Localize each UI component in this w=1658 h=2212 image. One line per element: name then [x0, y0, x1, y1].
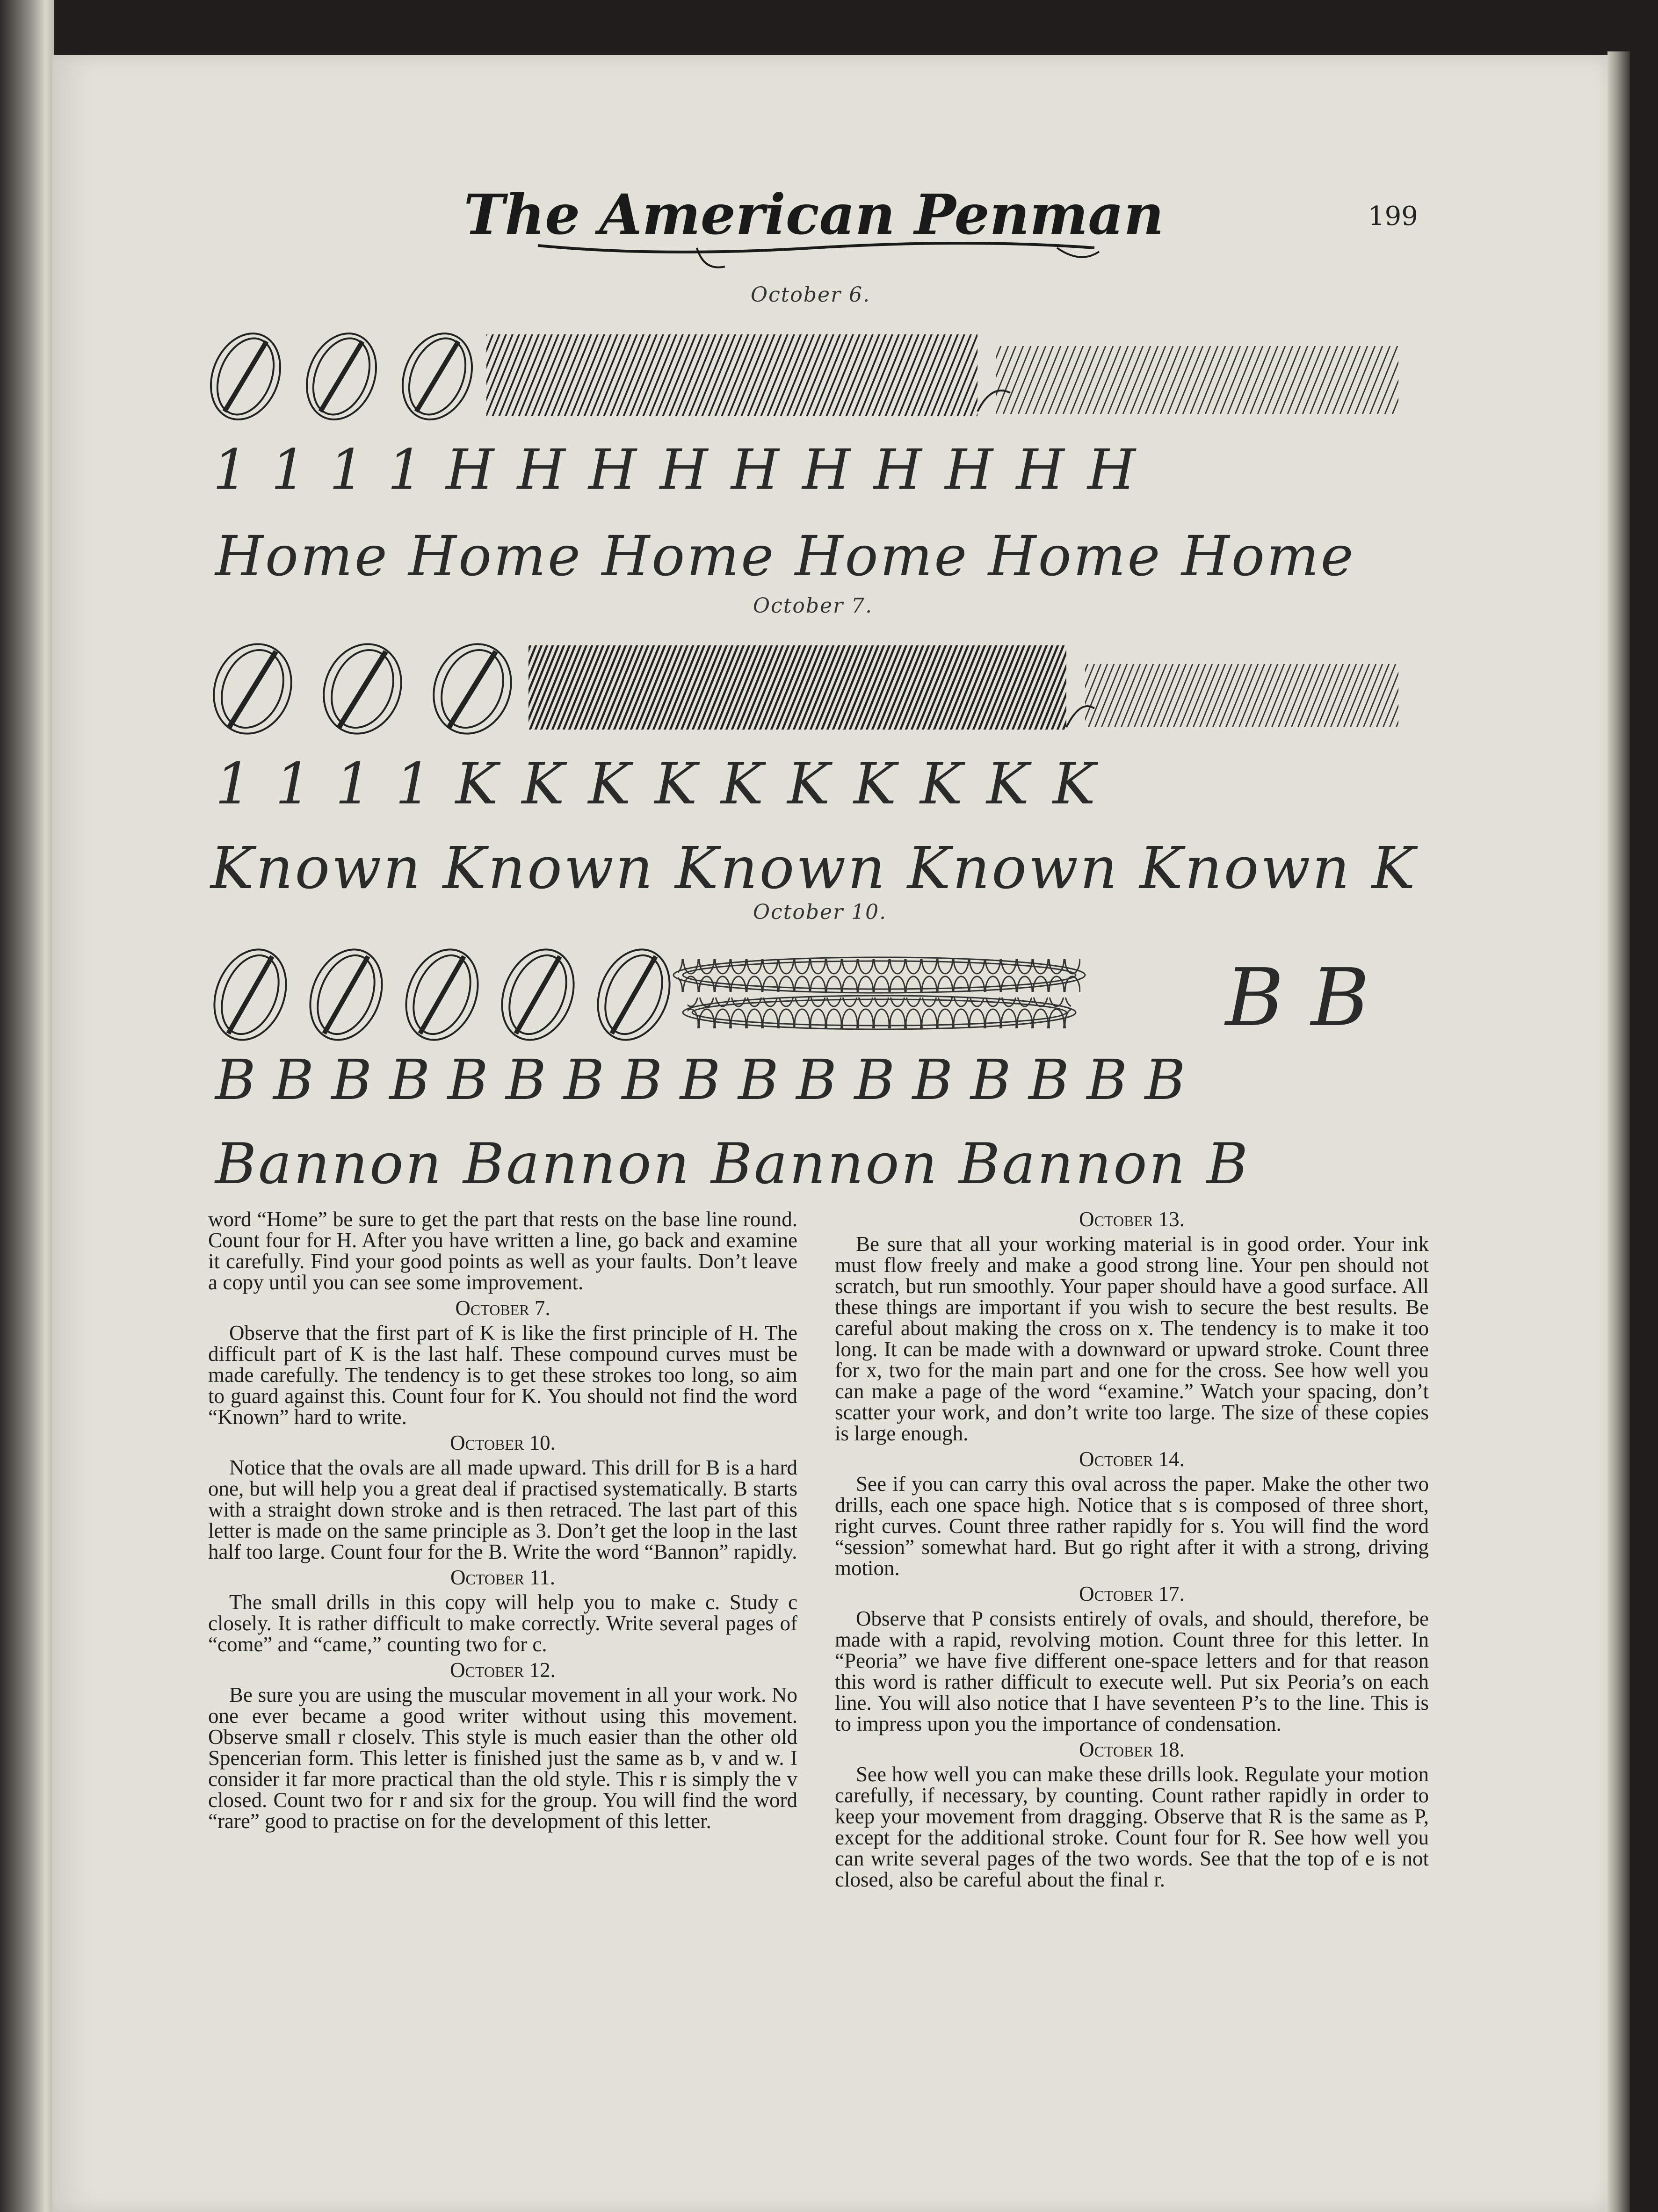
section-heading: October 12. [450, 1658, 556, 1682]
drill-row-letters: 1 1 1 1 K K K K K K K K K K [215, 751, 1099, 817]
section-heading: October 13. [1079, 1207, 1185, 1231]
page-edge [1607, 51, 1630, 2212]
date-caption: October 10. [753, 900, 887, 924]
svg-text:The American Penman: The American Penman [463, 182, 1164, 247]
paragraph: Be sure that all your working material is in good order. Your ink must flow freely and make a good strong line. Your pen should not scratch, but run smoothly. Your paper should have a good surface. All these things are important if you wish to secure the best results. Be careful about making the cross on x. The tendency is to make it too long. It can be made with a downward or upward stroke. Count three for x, two for the main part and one for the cross. See how well you can make a page of the word “examine.” Watch your spacing, don’t scatter your work, and don’t write too large. The size of these copies is large enough. [835, 1232, 1429, 1445]
right-column [835, 1209, 1429, 1890]
date-caption: October 6. [751, 283, 871, 307]
paragraph: Observe that the first part of K is like the first principle of H. The difficult part of K is the last half. These compound curves must be made carefully. The tendency is to get these strokes too long, so aim to guard against this. Count four for K. You should not find the word “Known” hard to write. [208, 1321, 797, 1429]
paragraph: See if you can carry this oval across the paper. Make the other two drills, each one space high. Notice that s is composed of three short, right curves. Count three rather rapidly for s. You will find the word “session” somewhat hard. But go right after it with a strong, driving motion. [835, 1472, 1429, 1580]
oval-drill-row [206, 638, 1422, 739]
section-heading: October 11. [450, 1566, 555, 1589]
paragraph: Observe that P consists entirely of ovals, and should, therefore, be made with a rapid, revolving motion. Count three for this letter. In “Peoria” we have five different one-space letters and for that reason this word is rather difficult to execute well. Put six Peoria’s on each line. You will also notice that I have seventeen P’s to the line. This is to impress upon you the importance of condensation. [835, 1607, 1429, 1735]
oval-drill-row [206, 327, 1422, 426]
paragraph: Be sure you are using the muscular movement in all your work. No one ever became a good writer without using this movement. Observe small r closelv. This style is much easier than the other old Spencerian form. This letter is finished just the same as b, v and w. I consider it far more practical than the old style. This r is simply the v closed. Count two for r and six for the group. You will find the word “rare” good to practise on for the development of this letter. [208, 1683, 797, 1833]
book-spine-left [0, 0, 54, 2212]
masthead-logo [463, 178, 1164, 276]
drill-row-letters: 1 1 1 1 H H H H H H H H H H [213, 437, 1138, 502]
drill-row-words: Known Known Known Known Known K [210, 835, 1417, 902]
section-heading: October 18. [1079, 1738, 1185, 1761]
drill-row-words: Bannon Bannon Bannon Bannon B [215, 1132, 1250, 1197]
section-heading: October 10. [450, 1431, 556, 1454]
paragraph: See how well you can make these drills look. Regulate your motion carefully, if necessary, by counting. Count rather rapidly in order to keep your movement from dragging. Observe that R is the same as P, except for the additional stroke. Count four for R. See how well you can write several pages of the two words. See that the top of e is not closed, also be careful about the final r. [835, 1763, 1429, 1891]
paragraph: The small drills in this copy will help you to make c. Study c closely. It is rather difficult to make correctly. Write several pages of “come” and “came,” counting two for c. [208, 1590, 797, 1656]
drill-row-capitals: B B [1225, 952, 1370, 1044]
paragraph: Notice that the ovals are all made upward. This drill for B is a hard one, but will help you a great deal if practised systematically. B starts with a straight down stroke and is then retraced. The last part of this letter is made on the same principle as 3. Don’t get the loop in the last half too large. Count four for the B. Write the word “Bannon” rapidly. [208, 1456, 797, 1563]
section-heading: October 14. [1079, 1447, 1185, 1471]
drill-row-words: Home Home Home Home Home Home [215, 524, 1355, 588]
drill-row-letters: B B B B B B B B B B B B B B B B B [215, 1048, 1186, 1112]
section-heading: October 7. [455, 1296, 550, 1320]
paragraph: word “Home” be sure to get the part that rests on the base line round. Count four for H. After you have written a line, go back and examine it carefully. Find your good points as well as your faults. Don’t leave a copy until you can see some improvement. [208, 1207, 797, 1294]
section-heading: October 17. [1079, 1582, 1185, 1605]
page-number: 199 [1368, 201, 1418, 231]
left-column [208, 1209, 797, 1832]
date-caption: October 7. [753, 594, 873, 618]
